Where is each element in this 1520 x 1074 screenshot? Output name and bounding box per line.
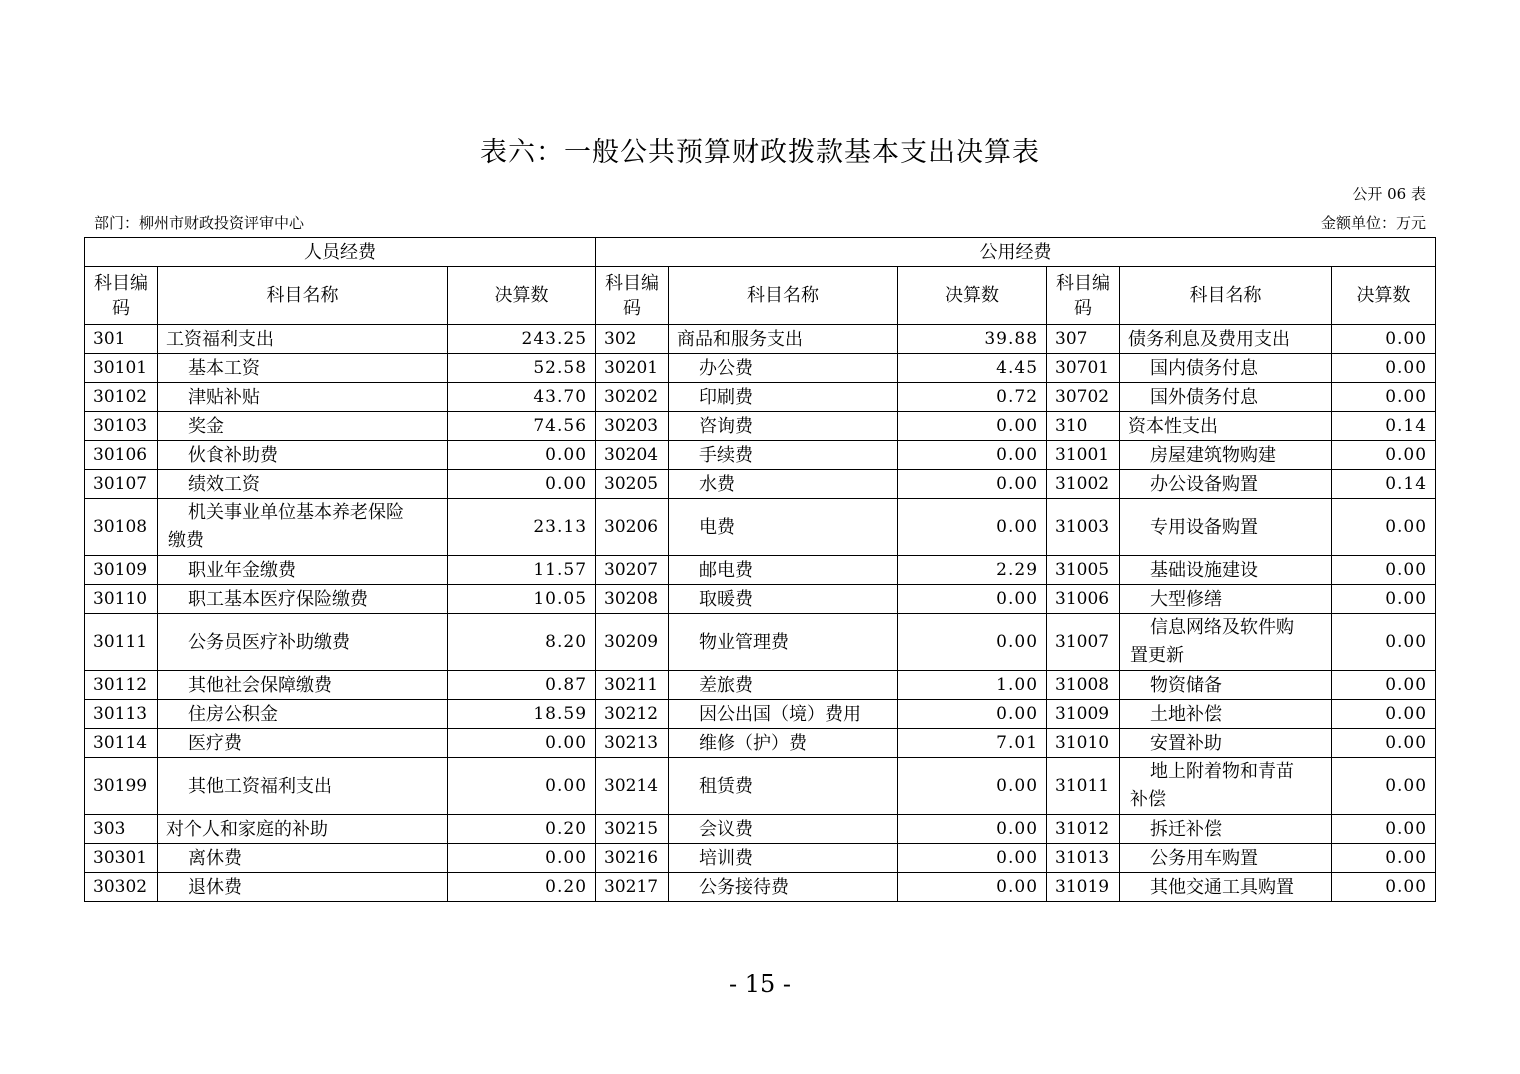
expenditure-table xyxy=(84,237,1436,902)
amount-cell: 0.00 xyxy=(1332,556,1436,585)
subject-name-cell: 会议费 xyxy=(669,815,898,844)
subject-name-cell: 离休费 xyxy=(158,844,448,873)
subject-name-cell: 办公设备购置 xyxy=(1120,470,1332,499)
subject-code-cell: 303 xyxy=(85,815,158,844)
subject-code-cell: 301 xyxy=(85,325,158,354)
subject-code-cell: 30109 xyxy=(85,556,158,585)
subject-name-line: 机关事业单位基本养老保险 xyxy=(188,502,404,523)
subject-code-cell: 30204 xyxy=(596,441,669,470)
subject-code-cell: 30214 xyxy=(596,758,669,815)
table-row xyxy=(85,325,1436,354)
subject-name-cell: 差旅费 xyxy=(669,671,898,700)
table-row xyxy=(85,614,1436,671)
table-row xyxy=(85,873,1436,902)
amount-cell: 43.70 xyxy=(448,383,596,412)
subject-code-cell: 31012 xyxy=(1047,815,1120,844)
subject-code-cell: 31002 xyxy=(1047,470,1120,499)
amount-cell: 4.45 xyxy=(898,354,1047,383)
amount-cell: 0.00 xyxy=(1332,383,1436,412)
form-number: 公开 06 表 xyxy=(1352,185,1426,203)
subject-code-cell: 302 xyxy=(596,325,669,354)
amount-cell: 74.56 xyxy=(448,412,596,441)
subject-code-cell: 310 xyxy=(1047,412,1120,441)
subject-name-cell xyxy=(158,499,448,556)
amount-cell: 0.00 xyxy=(898,815,1047,844)
header-amount: 决算数 xyxy=(1332,267,1436,325)
subject-code-cell: 30108 xyxy=(85,499,158,556)
amount-cell: 0.00 xyxy=(1332,354,1436,383)
amount-cell: 0.00 xyxy=(898,412,1047,441)
subject-code-cell: 30199 xyxy=(85,758,158,815)
subject-code-cell: 31008 xyxy=(1047,671,1120,700)
subject-code-cell: 30207 xyxy=(596,556,669,585)
subject-code-cell: 30107 xyxy=(85,470,158,499)
amount-cell: 0.00 xyxy=(1332,585,1436,614)
amount-cell: 243.25 xyxy=(448,325,596,354)
page-number: - 15 - xyxy=(728,970,791,998)
table-row xyxy=(85,499,1436,556)
subject-code-cell: 30215 xyxy=(596,815,669,844)
amount-cell: 0.00 xyxy=(898,441,1047,470)
subject-name-line: 信息网络及软件购 xyxy=(1150,617,1295,638)
amount-cell: 0.00 xyxy=(1332,441,1436,470)
amount-cell: 0.00 xyxy=(448,470,596,499)
table-row xyxy=(85,412,1436,441)
amount-cell: 10.05 xyxy=(448,585,596,614)
amount-cell: 0.00 xyxy=(448,844,596,873)
subject-code-cell: 30101 xyxy=(85,354,158,383)
header-name: 科目名称 xyxy=(669,267,898,325)
subject-code-cell: 30217 xyxy=(596,873,669,902)
subject-code-cell: 30208 xyxy=(596,585,669,614)
subject-code-cell: 30201 xyxy=(596,354,669,383)
subject-code-cell: 30114 xyxy=(85,729,158,758)
subject-name-cell: 绩效工资 xyxy=(158,470,448,499)
amount-cell: 2.29 xyxy=(898,556,1047,585)
subject-code-cell: 30212 xyxy=(596,700,669,729)
amount-cell: 11.57 xyxy=(448,556,596,585)
subject-name-cell: 职业年金缴费 xyxy=(158,556,448,585)
subject-code-cell: 30112 xyxy=(85,671,158,700)
amount-cell: 0.00 xyxy=(448,758,596,815)
subject-name-cell: 拆迁补偿 xyxy=(1120,815,1332,844)
subject-name-cell: 租赁费 xyxy=(669,758,898,815)
subject-code-cell: 30702 xyxy=(1047,383,1120,412)
subject-code-cell: 30205 xyxy=(596,470,669,499)
subject-name-cell: 债务利息及费用支出 xyxy=(1120,325,1332,354)
subject-name-cell: 房屋建筑物购建 xyxy=(1120,441,1332,470)
header-amount: 决算数 xyxy=(448,267,596,325)
subject-name-cell: 物资储备 xyxy=(1120,671,1332,700)
department-label: 部门：柳州市财政投资评审中心 xyxy=(94,214,305,232)
subject-name-cell: 医疗费 xyxy=(158,729,448,758)
subject-name-cell: 取暖费 xyxy=(669,585,898,614)
amount-cell: 0.20 xyxy=(448,815,596,844)
subject-name-cell: 对个人和家庭的补助 xyxy=(158,815,448,844)
subject-code-cell: 307 xyxy=(1047,325,1120,354)
header-code: 科目编码 xyxy=(596,267,669,325)
subject-code-cell: 30111 xyxy=(85,614,158,671)
subject-name-cell xyxy=(1120,758,1332,815)
table-row xyxy=(85,815,1436,844)
subject-code-cell: 30213 xyxy=(596,729,669,758)
subject-name-cell: 津贴补贴 xyxy=(158,383,448,412)
amount-cell: 0.87 xyxy=(448,671,596,700)
subject-name-cell: 基本工资 xyxy=(158,354,448,383)
subject-name-cell: 咨询费 xyxy=(669,412,898,441)
amount-cell: 0.00 xyxy=(1332,873,1436,902)
amount-cell: 0.00 xyxy=(1332,614,1436,671)
subject-code-cell: 31009 xyxy=(1047,700,1120,729)
subject-name-cell: 因公出国（境）费用 xyxy=(669,700,898,729)
header-name: 科目名称 xyxy=(158,267,448,325)
subject-name-cell: 商品和服务支出 xyxy=(669,325,898,354)
table-row xyxy=(85,585,1436,614)
table-row xyxy=(85,383,1436,412)
amount-cell: 0.00 xyxy=(448,729,596,758)
subject-code-cell: 30701 xyxy=(1047,354,1120,383)
table-row xyxy=(85,671,1436,700)
subject-name-cell: 邮电费 xyxy=(669,556,898,585)
table-row xyxy=(85,354,1436,383)
subject-name-cell: 其他社会保障缴费 xyxy=(158,671,448,700)
table-body xyxy=(85,325,1436,902)
subject-code-cell: 31006 xyxy=(1047,585,1120,614)
subject-name-cell: 水费 xyxy=(669,470,898,499)
subject-code-cell: 30110 xyxy=(85,585,158,614)
header-amount: 决算数 xyxy=(898,267,1047,325)
subject-name-cell: 公务用车购置 xyxy=(1120,844,1332,873)
subject-name-cell: 伙食补助费 xyxy=(158,441,448,470)
amount-cell: 7.01 xyxy=(898,729,1047,758)
subject-name-cell: 手续费 xyxy=(669,441,898,470)
amount-cell: 0.00 xyxy=(898,873,1047,902)
subject-code-cell: 30113 xyxy=(85,700,158,729)
amount-cell: 0.00 xyxy=(898,844,1047,873)
header-code: 科目编码 xyxy=(1047,267,1120,325)
table-row xyxy=(85,470,1436,499)
amount-cell: 0.00 xyxy=(1332,815,1436,844)
subject-name-cell: 资本性支出 xyxy=(1120,412,1332,441)
subject-name-cell: 土地补偿 xyxy=(1120,700,1332,729)
subject-code-cell: 31019 xyxy=(1047,873,1120,902)
subject-code-cell: 30216 xyxy=(596,844,669,873)
subject-code-cell: 30301 xyxy=(85,844,158,873)
subject-name-cell: 安置补助 xyxy=(1120,729,1332,758)
subject-name-cell: 国内债务付息 xyxy=(1120,354,1332,383)
subject-code-cell: 30211 xyxy=(596,671,669,700)
amount-cell: 39.88 xyxy=(898,325,1047,354)
amount-cell: 0.72 xyxy=(898,383,1047,412)
subject-name-cell: 印刷费 xyxy=(669,383,898,412)
subject-name-cell: 物业管理费 xyxy=(669,614,898,671)
amount-cell: 0.14 xyxy=(1332,470,1436,499)
subject-name-cell: 培训费 xyxy=(669,844,898,873)
subject-name-cell: 大型修缮 xyxy=(1120,585,1332,614)
subject-name-cell: 奖金 xyxy=(158,412,448,441)
group-header-personnel: 人员经费 xyxy=(85,238,596,267)
amount-cell: 0.14 xyxy=(1332,412,1436,441)
subject-name-cell xyxy=(1120,614,1332,671)
subject-code-cell: 30102 xyxy=(85,383,158,412)
subject-name-cell: 公务员医疗补助缴费 xyxy=(158,614,448,671)
subject-code-cell: 30106 xyxy=(85,441,158,470)
amount-cell: 0.00 xyxy=(898,585,1047,614)
subject-name-line: 补偿 xyxy=(1130,789,1167,810)
header-name: 科目名称 xyxy=(1120,267,1332,325)
subject-name-line: 缴费 xyxy=(168,530,204,551)
subject-name-cell: 维修（护）费 xyxy=(669,729,898,758)
subject-name-cell: 专用设备购置 xyxy=(1120,499,1332,556)
subject-code-cell: 31003 xyxy=(1047,499,1120,556)
amount-cell: 0.00 xyxy=(898,614,1047,671)
amount-cell: 0.20 xyxy=(448,873,596,902)
subject-name-cell: 电费 xyxy=(669,499,898,556)
amount-unit-label: 金额单位：万元 xyxy=(1320,214,1426,232)
amount-cell: 0.00 xyxy=(898,700,1047,729)
group-header-public: 公用经费 xyxy=(596,238,1436,267)
table-row xyxy=(85,441,1436,470)
table-row xyxy=(85,700,1436,729)
amount-cell: 0.00 xyxy=(448,441,596,470)
amount-cell: 0.00 xyxy=(1332,758,1436,815)
subject-name-cell: 退休费 xyxy=(158,873,448,902)
subject-code-cell: 30302 xyxy=(85,873,158,902)
amount-cell: 0.00 xyxy=(1332,844,1436,873)
subject-name-cell: 公务接待费 xyxy=(669,873,898,902)
subject-code-cell: 31013 xyxy=(1047,844,1120,873)
amount-cell: 0.00 xyxy=(898,499,1047,556)
amount-cell: 1.00 xyxy=(898,671,1047,700)
amount-cell: 0.00 xyxy=(898,758,1047,815)
amount-cell: 0.00 xyxy=(1332,325,1436,354)
subject-name-cell: 住房公积金 xyxy=(158,700,448,729)
subject-code-cell: 31005 xyxy=(1047,556,1120,585)
subject-code-cell: 31010 xyxy=(1047,729,1120,758)
subject-name-cell: 职工基本医疗保险缴费 xyxy=(158,585,448,614)
amount-cell: 0.00 xyxy=(1332,499,1436,556)
subject-code-cell: 30206 xyxy=(596,499,669,556)
table-row xyxy=(85,758,1436,815)
subject-name-cell: 其他交通工具购置 xyxy=(1120,873,1332,902)
subject-code-cell: 30202 xyxy=(596,383,669,412)
page-title: 表六：一般公共预算财政拨款基本支出决算表 xyxy=(480,137,1040,168)
amount-cell: 8.20 xyxy=(448,614,596,671)
subject-name-cell: 国外债务付息 xyxy=(1120,383,1332,412)
subject-name-cell: 办公费 xyxy=(669,354,898,383)
amount-cell: 52.58 xyxy=(448,354,596,383)
subject-name-cell: 其他工资福利支出 xyxy=(158,758,448,815)
header-code: 科目编码 xyxy=(85,267,158,325)
table-row xyxy=(85,844,1436,873)
amount-cell: 18.59 xyxy=(448,700,596,729)
table-row xyxy=(85,729,1436,758)
subject-code-cell: 31001 xyxy=(1047,441,1120,470)
subject-code-cell: 31007 xyxy=(1047,614,1120,671)
table-row xyxy=(85,556,1436,585)
amount-cell: 23.13 xyxy=(448,499,596,556)
subject-name-line: 置更新 xyxy=(1130,645,1185,666)
amount-cell: 0.00 xyxy=(898,470,1047,499)
subject-code-cell: 30103 xyxy=(85,412,158,441)
subject-name-line: 地上附着物和青苗 xyxy=(1150,761,1295,782)
subject-code-cell: 30209 xyxy=(596,614,669,671)
subject-name-cell: 工资福利支出 xyxy=(158,325,448,354)
subject-code-cell: 31011 xyxy=(1047,758,1120,815)
amount-cell: 0.00 xyxy=(1332,671,1436,700)
subject-name-cell: 基础设施建设 xyxy=(1120,556,1332,585)
amount-cell: 0.00 xyxy=(1332,729,1436,758)
subject-code-cell: 30203 xyxy=(596,412,669,441)
amount-cell: 0.00 xyxy=(1332,700,1436,729)
